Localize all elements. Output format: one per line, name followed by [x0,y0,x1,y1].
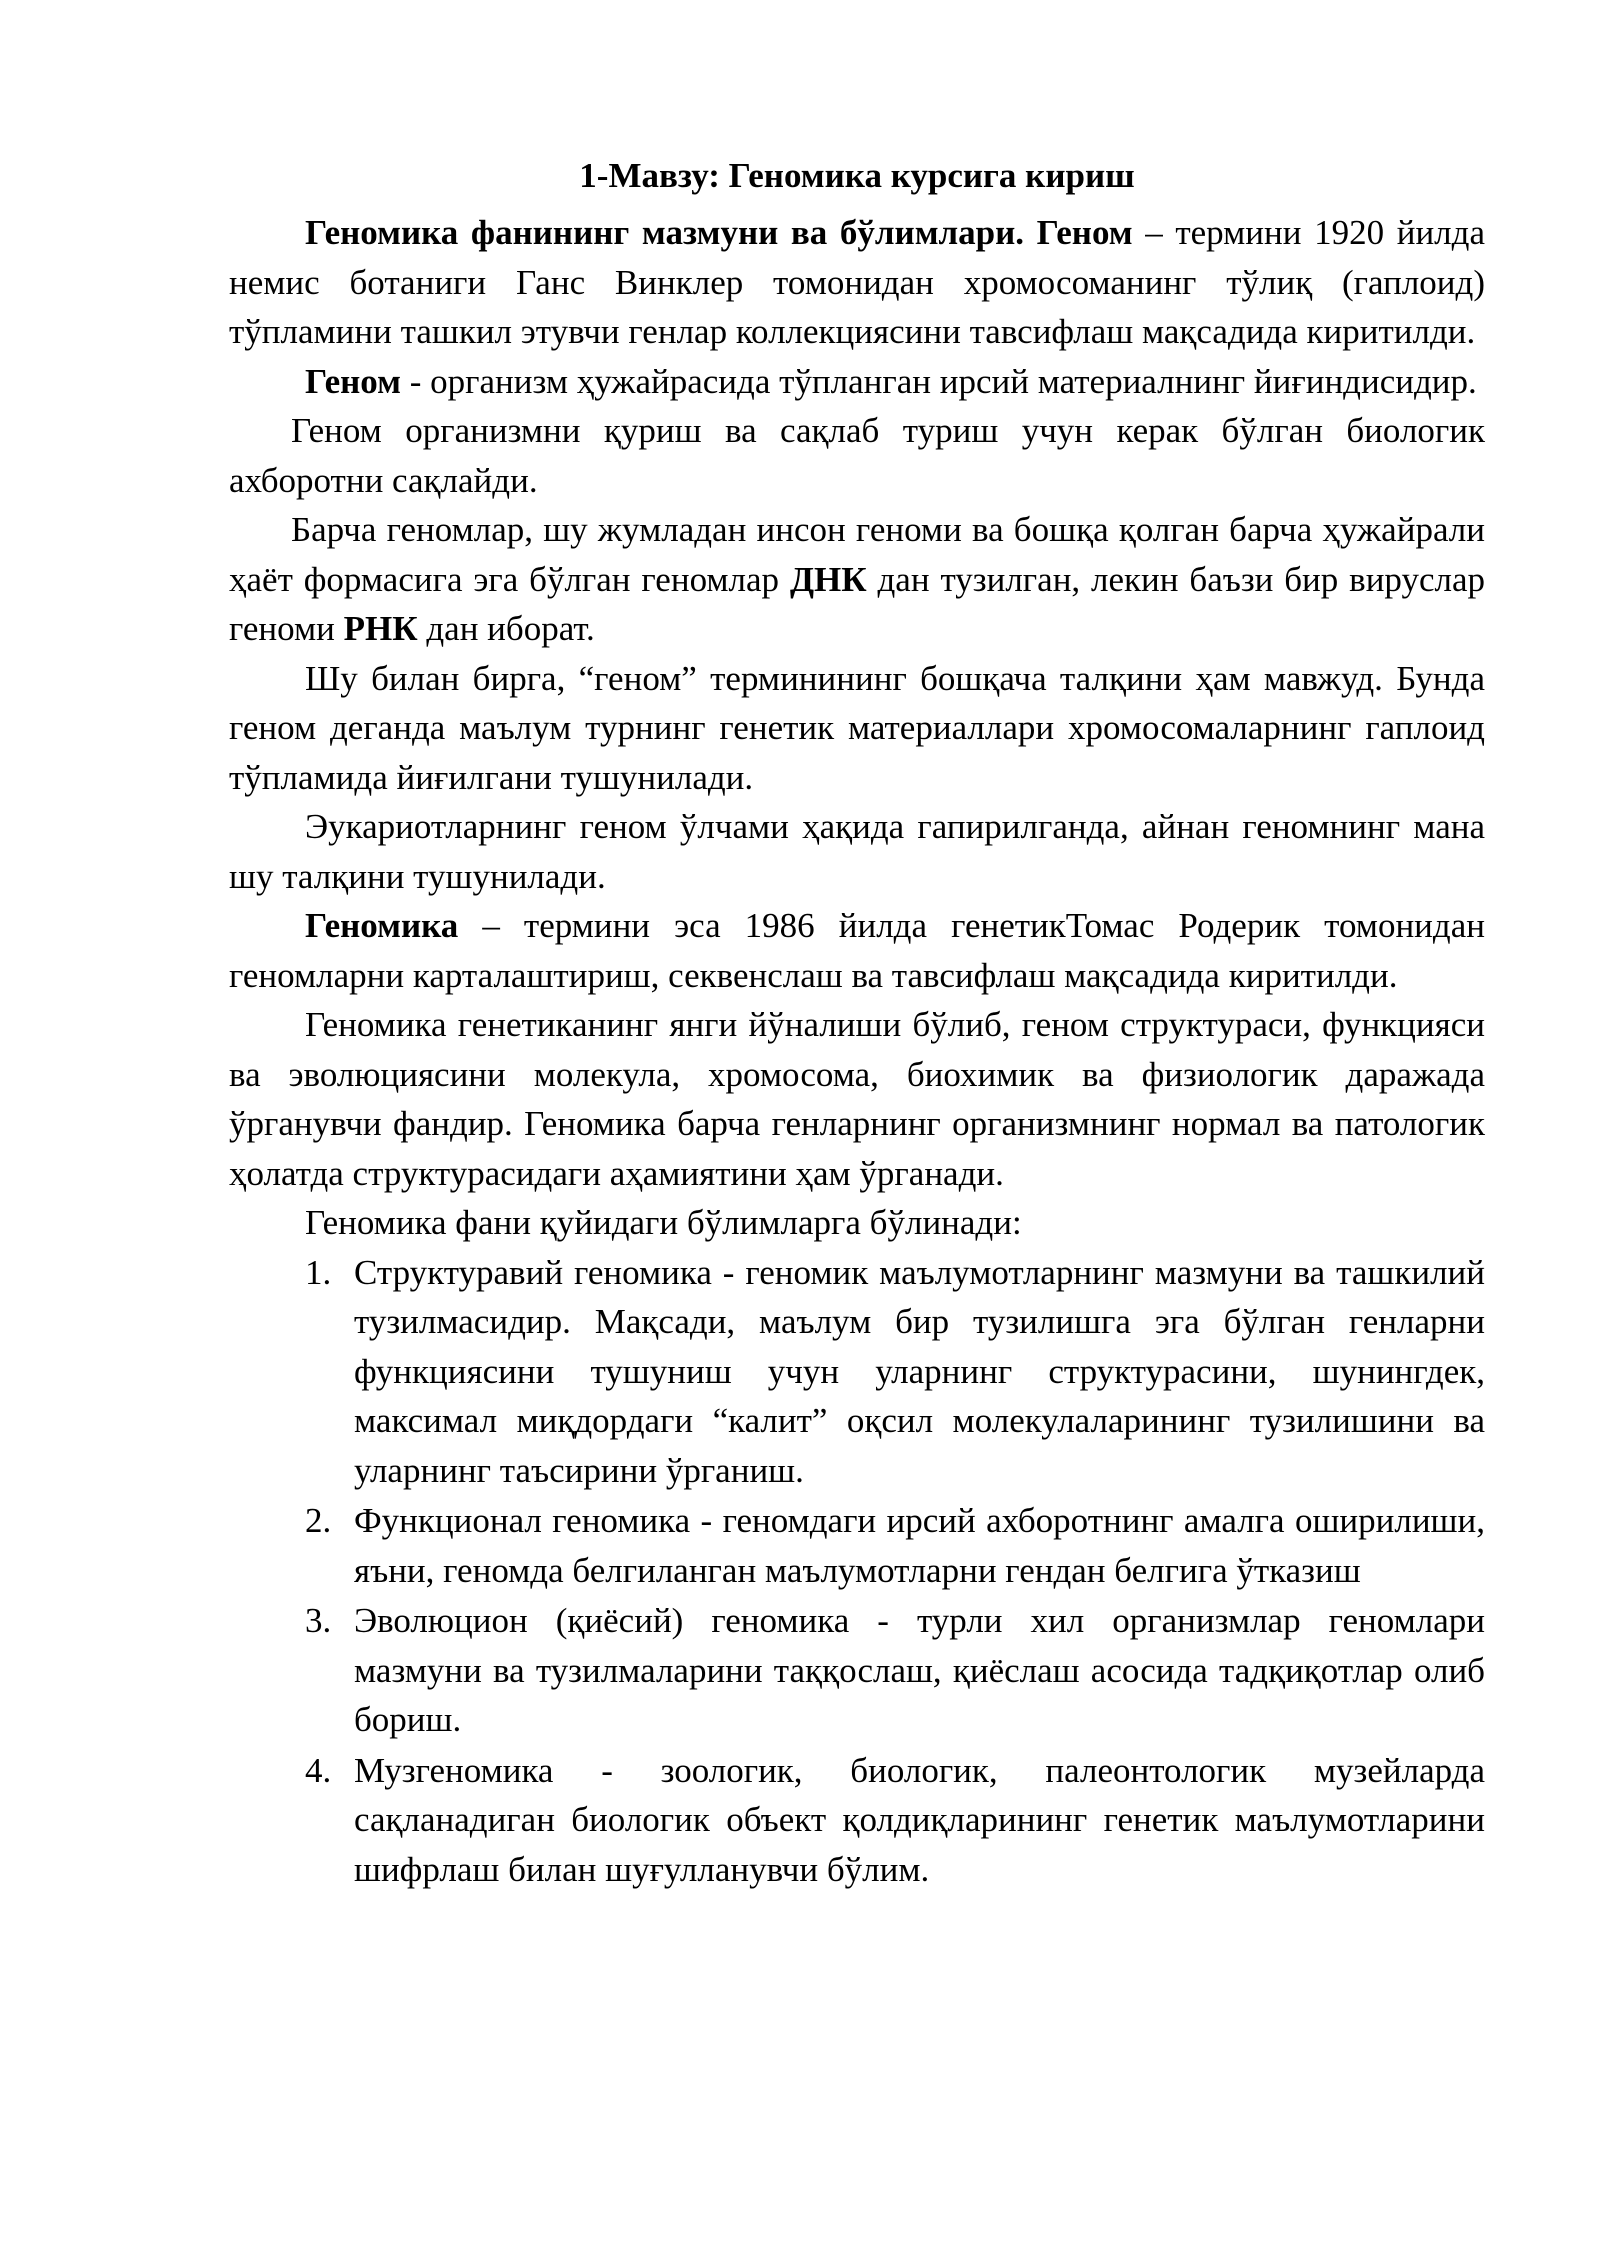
list-item-number: 4. [305,1750,332,1790]
paragraph-text: Шу билан бирга, “геном” терминининг бошқача талқини ҳам мавжуд. Бунда геном деганда маълум турнинг генетик материаллари хромосомаларнинг гаплоид тўпламида йиғилгани тушунилади. [229,658,1485,797]
paragraph-text: Геномика генетиканинг янги йўналиши бўлиб, геном структураси, функцияси ва эволюциясини молекула, хромосома, биохимик ва физиологик даражада ўрганувчи фандир. Геномика барча генларнинг организмнинг нормал ва патологик ҳолатда структурасидаги аҳамиятини ҳам ўрганади. [229,1005,1485,1193]
list-item [305,1248,1485,1496]
bold-term-rna: РНК [343,609,418,648]
paragraph-dna-rna [229,505,1485,654]
paragraph-text: дан иборат. [417,609,595,648]
list-item-text: Структуравий геномика - геномик маълумотларнинг мазмуни ва ташкилий тузилмасидир. Мақсади, маълум бир тузилишга эга бўлган генларни функциясини тушуниш учун уларнинг структурасини, шунингдек, максимал миқдордаги “калит” оқсил молекулаларининг тузилишини ва уларнинг таъсирини ўрганиш. [354,1252,1485,1490]
paragraph-genomics-intro [229,208,1485,357]
list-item [305,1596,1485,1745]
paragraph-text: - организм ҳужайрасида тўпланган ирсий материалнинг йиғиндисидир. [400,361,1477,401]
document-body [229,150,1485,1895]
list-item-number: 3. [305,1601,332,1640]
paragraph-genome-definition [229,357,1485,407]
paragraph-text: Барча геномлар, шу жумладан инсон геноми ва бошқа қолган барча ҳужайрали ҳаёт формасига эга бўлган геномлар [229,510,1485,599]
paragraph-genomics-term [229,901,1485,1000]
list-item-text: Функционал геномика - геномдаги ирсий ахборотнинг амалга оширилиши, яъни, геномда белгиланган маълумотларни гендан белгига ўтказиш [354,1501,1485,1590]
paragraph-alternative-meaning [229,654,1485,803]
paragraph-sections-intro [229,1198,1485,1248]
list-item [305,1496,1485,1595]
paragraph-eukaryote-genome-size [229,802,1485,901]
bold-term-dna: ДНК [789,559,867,599]
list-item-number: 1. [305,1252,332,1292]
paragraph-text: Геномика фани қуйидаги бўлимларга бўлинади: [305,1203,1022,1242]
paragraph-text: дан тузилган, лекин баъзи бир вируслар геноми [229,559,1485,648]
paragraph-text: Геном организмни қуриш ва сақлаб туриш учун керак бўлган биологик ахборотни сақлайди. [229,411,1485,500]
paragraph-text: – термини 1920 йилда немис ботаниги Ганс Винклер томонидан хромосоманинг тўлиқ (гаплоид) тўпламини ташкил этувчи генлар коллекциясини тавсифлаш мақсадида киритилди. [229,213,1485,351]
list-item-text: Музгеномика - зоологик, биологик, палеонтологик музейларда сақланадиган биологик объект қолдиқларининг генетик маълумотларини шифрлаш билан шуғулланувчи бўлим. [354,1750,1485,1889]
paragraph-genomics-field [229,1000,1485,1198]
list-item-number: 2. [305,1501,332,1540]
paragraph-text: Эукариотларнинг геном ўлчами ҳақида гапирилганда, айнан геномнинг мана шу талқини тушунилади. [229,807,1485,896]
list-item-text: Эволюцион (қиёсий) геномика - турли хил организмлар геномлари мазмуни ва тузилмаларини таққослаш, қиёслаш асосида тадқиқотлар олиб бориш. [354,1601,1485,1739]
paragraph-text: – термини эса 1986 йилда генетикТомас Родерик томонидан геномларни карталаштириш, секвенслаш ва тавсифлаш мақсадида киритилди. [229,906,1485,995]
genomics-sections-list [229,1248,1485,1895]
paragraph-genome-function [229,406,1485,505]
page-title: 1-Мавзу: Геномика курсига кириш [579,156,1135,195]
bold-heading-genome: Геномика фанининг мазмуни ва бўлимлари. Геном [305,213,1133,252]
bold-term-genomics: Геномика [305,906,459,945]
list-item [305,1746,1485,1895]
bold-term-genome: Геном [305,361,401,401]
